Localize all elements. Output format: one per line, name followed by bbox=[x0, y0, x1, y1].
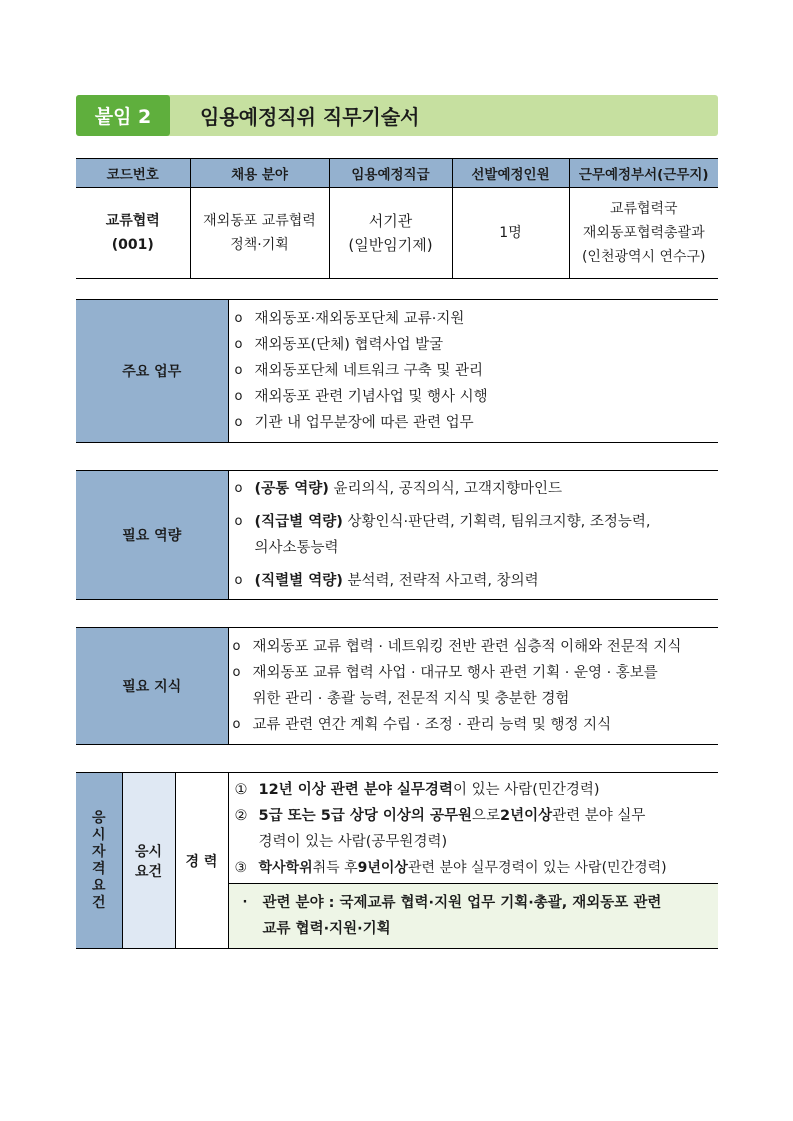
related-field-note: · 관련 분야 : 국제교류 협력·지원 업무 기획·총괄, 재외동포 관련 교류 협력·지원·기획 bbox=[228, 884, 718, 949]
competencies-label: 필요 역량 bbox=[76, 471, 228, 600]
list-item: o 재외동포단체 네트워크 구축 및 관리 bbox=[234, 363, 484, 379]
list-item: o 재외동포·재외동포단체 교류·지원 bbox=[234, 311, 465, 327]
page-title: 임용예정직위 직무기술서 bbox=[200, 105, 420, 129]
list-item: o (직급별 역량) 상황인식·판단력, 기획력, 팀워크지향, 조정능력, bbox=[234, 514, 651, 530]
list-item: o (직렬별 역량) 분석력, 전략적 사고력, 창의력 bbox=[234, 573, 539, 589]
title-bar bbox=[76, 95, 718, 136]
attachment-badge: 붙임 2 bbox=[76, 95, 170, 136]
position-table bbox=[76, 158, 718, 279]
list-item: o (공통 역량) 윤리의식, 공직의식, 고객지향마인드 bbox=[234, 481, 562, 497]
header-field: 채용 분야 bbox=[190, 159, 329, 188]
knowledge-list bbox=[228, 628, 718, 745]
cell-rank: 서기관 (일반임기제) bbox=[329, 188, 452, 279]
header-headcount: 선발예정인원 bbox=[452, 159, 569, 188]
position-table-header bbox=[76, 159, 718, 188]
list-item: o 기관 내 업무분장에 따른 관련 업무 bbox=[234, 415, 474, 431]
list-item-continuation: 위한 관리 · 총괄 능력, 전문적 지식 및 충분한 경험 bbox=[252, 691, 570, 707]
list-item: o 재외동포 교류 협력 · 네트워킹 전반 관련 심층적 이해와 전문적 지식 bbox=[232, 639, 682, 655]
cell-headcount: 1명 bbox=[452, 188, 569, 279]
list-item: ① 12년 이상 관련 분야 실무경력 이 있는 사람(민간경력) bbox=[234, 782, 600, 798]
duties-label: 주요 업무 bbox=[76, 300, 228, 443]
header-rank: 임용예정직급 bbox=[329, 159, 452, 188]
list-item-continuation: 의사소통능력 bbox=[254, 540, 339, 556]
list-item: o 교류 관련 연간 계획 수립 · 조정 · 관리 능력 및 행정 지식 bbox=[232, 717, 612, 733]
duties-section bbox=[76, 299, 718, 443]
qualification-section bbox=[76, 772, 718, 949]
duties-list bbox=[228, 300, 718, 443]
list-item-continuation: 경력이 있는 사람(공무원경력) bbox=[258, 834, 448, 850]
header-department: 근무예정부서(근무지) bbox=[569, 159, 718, 188]
cell-code: 교류협력 (001) bbox=[76, 188, 190, 279]
competencies-section bbox=[76, 470, 718, 600]
qualification-label: 응 시 자 격 요 건 bbox=[76, 773, 122, 949]
experience-label: 경 력 bbox=[175, 773, 228, 949]
list-item: ② 5급 또는 5급 상당 이상의 공무원 으로 2년이상 관련 분야 실무 bbox=[234, 808, 646, 824]
knowledge-section bbox=[76, 627, 718, 745]
list-item: ③ 학사학위 취득 후 9년이상 관련 분야 실무경력이 있는 사람(민간경력) bbox=[234, 860, 667, 876]
competencies-list bbox=[228, 471, 718, 600]
list-item: o 재외동포 관련 기념사업 및 행사 시행 bbox=[234, 389, 488, 405]
requirements-list bbox=[228, 773, 718, 884]
position-table-row bbox=[76, 188, 718, 279]
list-item: o 재외동포 교류 협력 사업 · 대규모 행사 관련 기획 · 운영 · 홍보를 bbox=[232, 665, 658, 681]
cell-field: 재외동포 교류협력 정책·기획 bbox=[190, 188, 329, 279]
header-code: 코드번호 bbox=[76, 159, 190, 188]
list-item: o 재외동포(단체) 협력사업 발굴 bbox=[234, 337, 444, 353]
requirement-label: 응시 요건 bbox=[122, 773, 175, 949]
cell-department: 교류협력국 재외동포협력총괄과 (인천광역시 연수구) bbox=[581, 201, 706, 265]
knowledge-label: 필요 지식 bbox=[76, 628, 228, 745]
